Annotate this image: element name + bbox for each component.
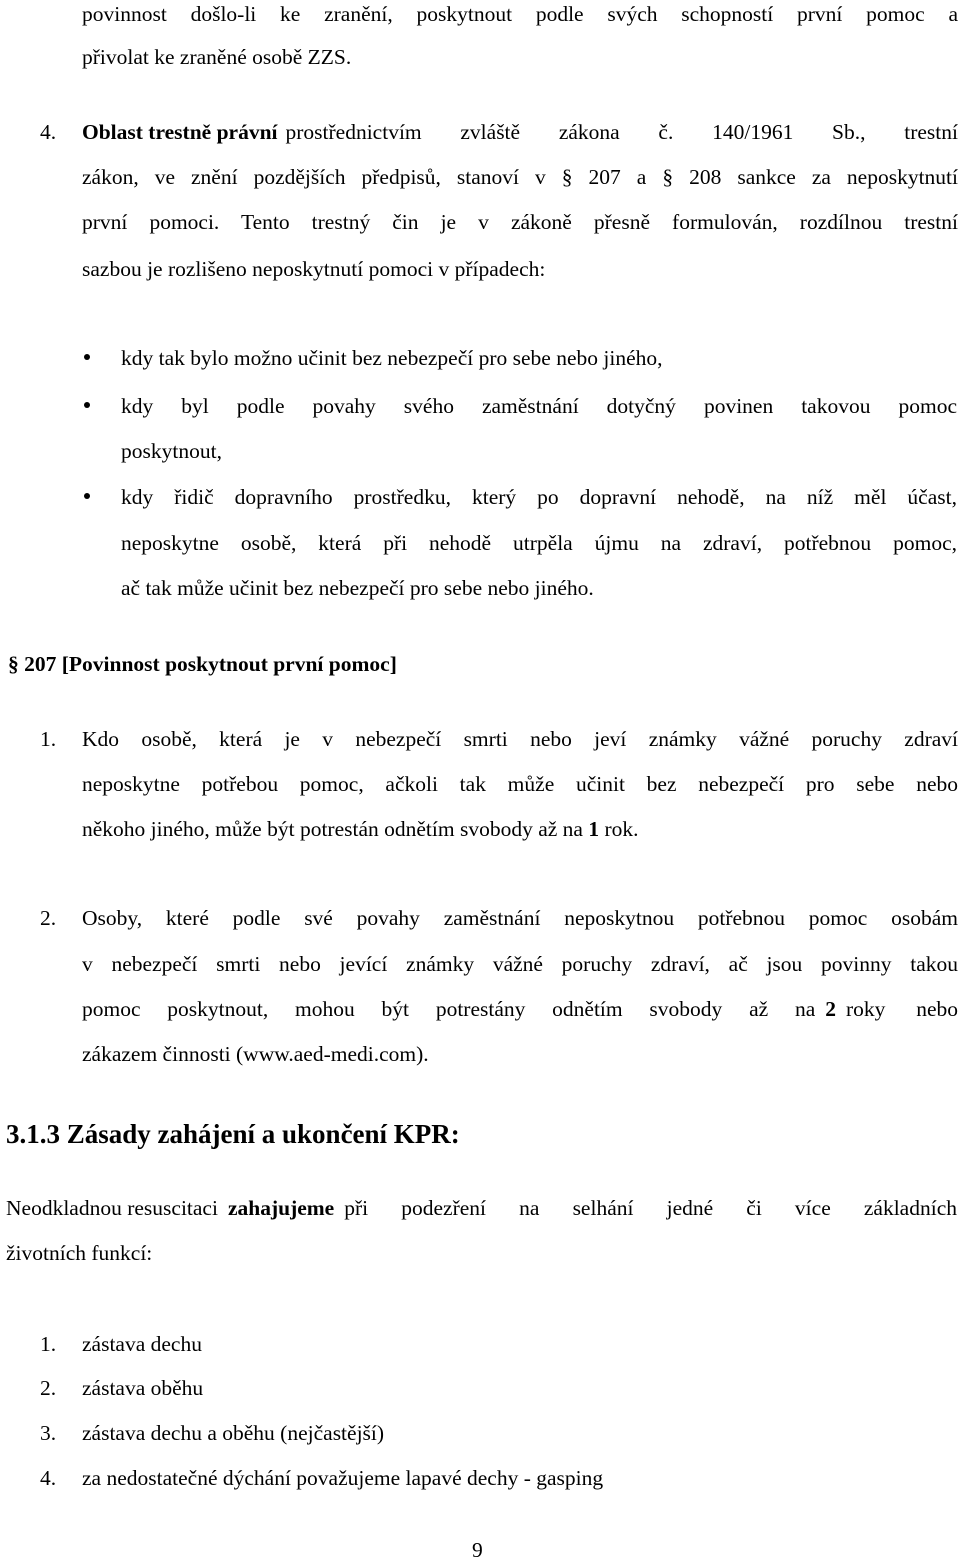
point-number: 4. [40, 120, 57, 144]
section-title: § 207 [Povinnost poskytnout první pomoc] [8, 652, 397, 676]
point4-first-line [82, 118, 958, 146]
paragraph-line [82, 815, 639, 843]
bullet-line: ač tak může učinit bez nebezpečí pro sebe nebo jiného. [121, 576, 594, 600]
text-span: pomoc poskytnout, mohou být potrestány odnětím svobody až na [82, 997, 816, 1021]
bullet-line: neposkytne osobě, která při nehodě utrpěla újmu na zdraví, potřebnou pomoc, [121, 531, 957, 555]
bold-number: 2 [825, 997, 836, 1021]
paragraph-line [82, 995, 958, 1023]
text-span: někoho jiného, může být potrestán odnětím svobody až na [82, 817, 583, 841]
list-number: 4. [40, 1466, 57, 1490]
paragraph-line: Kdo osobě, která je v nebezpečí smrti nebo jeví známky vážné poruchy zdraví [82, 727, 958, 751]
text-span: při podezření na selhání jedné či více základních [344, 1196, 957, 1220]
paragraph-line: sazbou je rozlišeno neposkytnutí pomoci v případech: [82, 257, 546, 281]
text-span: roky nebo [846, 997, 958, 1021]
paragraph-line: přivolat ke zraněné osobě ZZS. [82, 45, 352, 69]
paragraph-line: životních funkcí: [6, 1241, 153, 1265]
bullet-dot [84, 354, 90, 360]
point4-bold-label: Oblast trestně právní [82, 120, 278, 144]
bullet-line: kdy tak bylo možno učinit bez nebezpečí pro sebe nebo jiného, [121, 346, 663, 370]
paragraph-line: zákazem činnosti (www.aed-medi.com). [82, 1042, 429, 1066]
paragraph-line: první pomoci. Tento trestný čin je v zákoně přesně formulován, rozdílnou trestní [82, 210, 958, 234]
list-number: 1. [40, 1332, 57, 1356]
list-item: zástava oběhu [82, 1376, 204, 1400]
paragraph-line [6, 1194, 957, 1222]
point4-line1-rest: prostřednictvím zvláště zákona č. 140/1961 Sb., trestní [285, 120, 958, 144]
paragraph-line: povinnost došlo-li ke zranění, poskytnout podle svých schopností první pomoc a [82, 2, 958, 26]
text-span: Neodkladnou resuscitaci [6, 1196, 218, 1220]
text-span: rok. [604, 817, 639, 841]
paragraph-line: neposkytne potřebou pomoc, ačkoli tak může učinit bez nebezpečí pro sebe nebo [82, 772, 958, 796]
bullet-line: poskytnout, [121, 439, 222, 463]
list-number: 2. [40, 1376, 57, 1400]
section-heading: 3.1.3 Zásady zahájení a ukončení KPR: [6, 1119, 460, 1149]
bullet-dot [84, 402, 90, 408]
page-number: 9 [472, 1538, 483, 1562]
bullet-line: kdy byl podle povahy svého zaměstnání dotyčný povinen takovou pomoc [121, 394, 957, 418]
paragraph-line: zákon, ve znění pozdějších předpisů, stanoví v § 207 a § 208 sankce za neposkytnutí [82, 165, 958, 189]
paragraph-line: Osoby, které podle své povahy zaměstnání neposkytnou potřebnou pomoc osobám [82, 906, 958, 930]
list-item: za nedostatečné dýchání považujeme lapavé dechy - gasping [82, 1466, 604, 1490]
point-number: 2. [40, 906, 57, 930]
bold-word: zahajujeme [227, 1196, 335, 1220]
bullet-line: kdy řidič dopravního prostředku, který po dopravní nehodě, na níž měl účast, [121, 485, 957, 509]
point-number: 1. [40, 727, 57, 751]
list-item: zástava dechu a oběhu (nejčastější) [82, 1421, 385, 1445]
list-number: 3. [40, 1421, 57, 1445]
bullet-dot [84, 493, 90, 499]
paragraph-line: v nebezpečí smrti nebo jevící známky vážné poruchy zdraví, ač jsou povinny takou [82, 952, 958, 976]
list-item: zástava dechu [82, 1332, 202, 1356]
bold-number: 1 [588, 817, 600, 841]
